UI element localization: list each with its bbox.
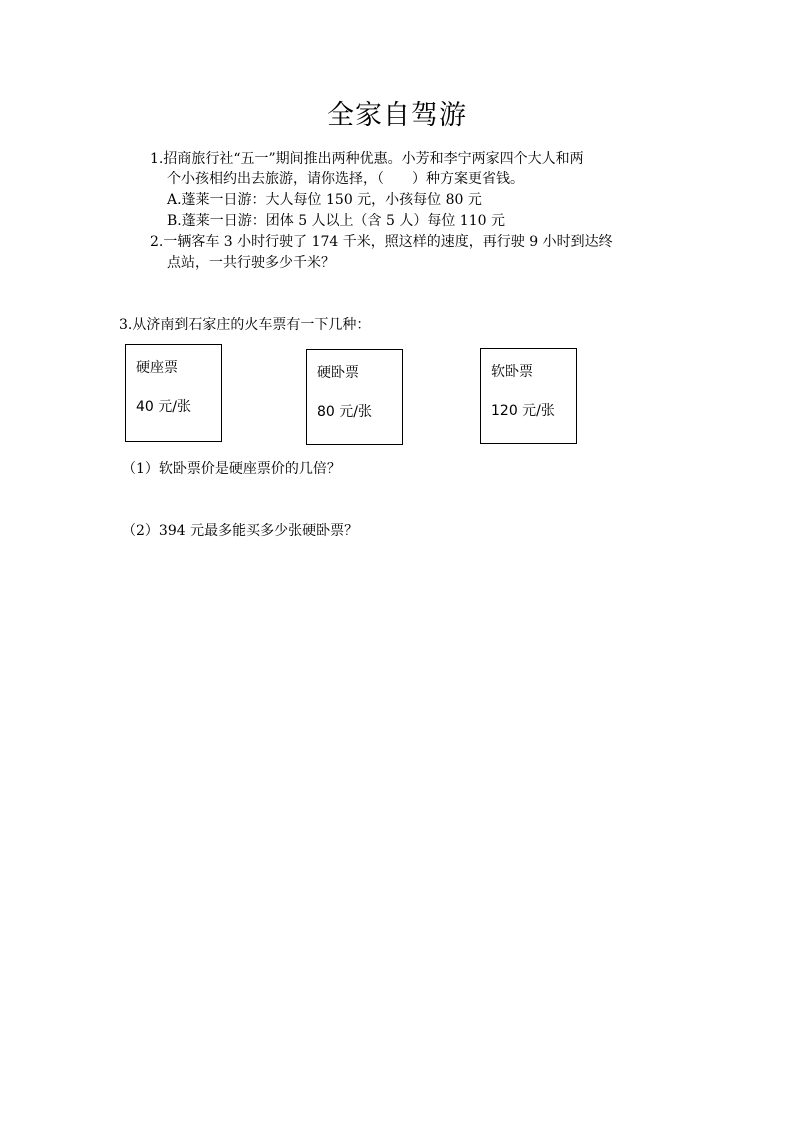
ticket-box-hard-sleeper <box>306 349 403 445</box>
page-title: 全家自驾游 <box>327 100 467 131</box>
question-1-option-a: A.蓬莱一日游：大人每位 150 元，小孩每位 80 元 <box>167 192 482 208</box>
question-3-sub-1: （1）软卧票价是硬座票价的几倍？ <box>122 461 341 477</box>
question-3-intro: 3.从济南到石家庄的火车票有一下几种： <box>119 317 371 333</box>
question-2-line-1: 2.一辆客车 3 小时行驶了 174 千米，照这样的速度，再行驶 9 小时到达终 <box>150 234 613 250</box>
ticket-name: 软卧票 <box>491 364 533 380</box>
ticket-box-soft-sleeper <box>480 348 577 444</box>
ticket-name: 硬座票 <box>136 360 178 376</box>
question-1-line-2: 个小孩相约出去旅游，请你选择，（ ）种方案更省钱。 <box>167 171 524 187</box>
ticket-price: 120 元/张 <box>491 403 555 419</box>
ticket-price: 80 元/张 <box>317 404 372 420</box>
ticket-box-hard-seat <box>125 344 222 442</box>
ticket-price: 40 元/张 <box>136 399 191 415</box>
ticket-name: 硬卧票 <box>317 365 359 381</box>
question-1-line-1: 1.招商旅行社“五一”期间推出两种优惠。小芳和李宁两家四个大人和两 <box>150 151 584 167</box>
question-2-line-2: 点站，一共行驶多少千米？ <box>167 255 335 271</box>
question-1-option-b: B.蓬莱一日游：团体 5 人以上（含 5 人）每位 110 元 <box>167 213 505 229</box>
question-3-sub-2: （2）394 元最多能买多少张硬卧票？ <box>122 523 359 539</box>
